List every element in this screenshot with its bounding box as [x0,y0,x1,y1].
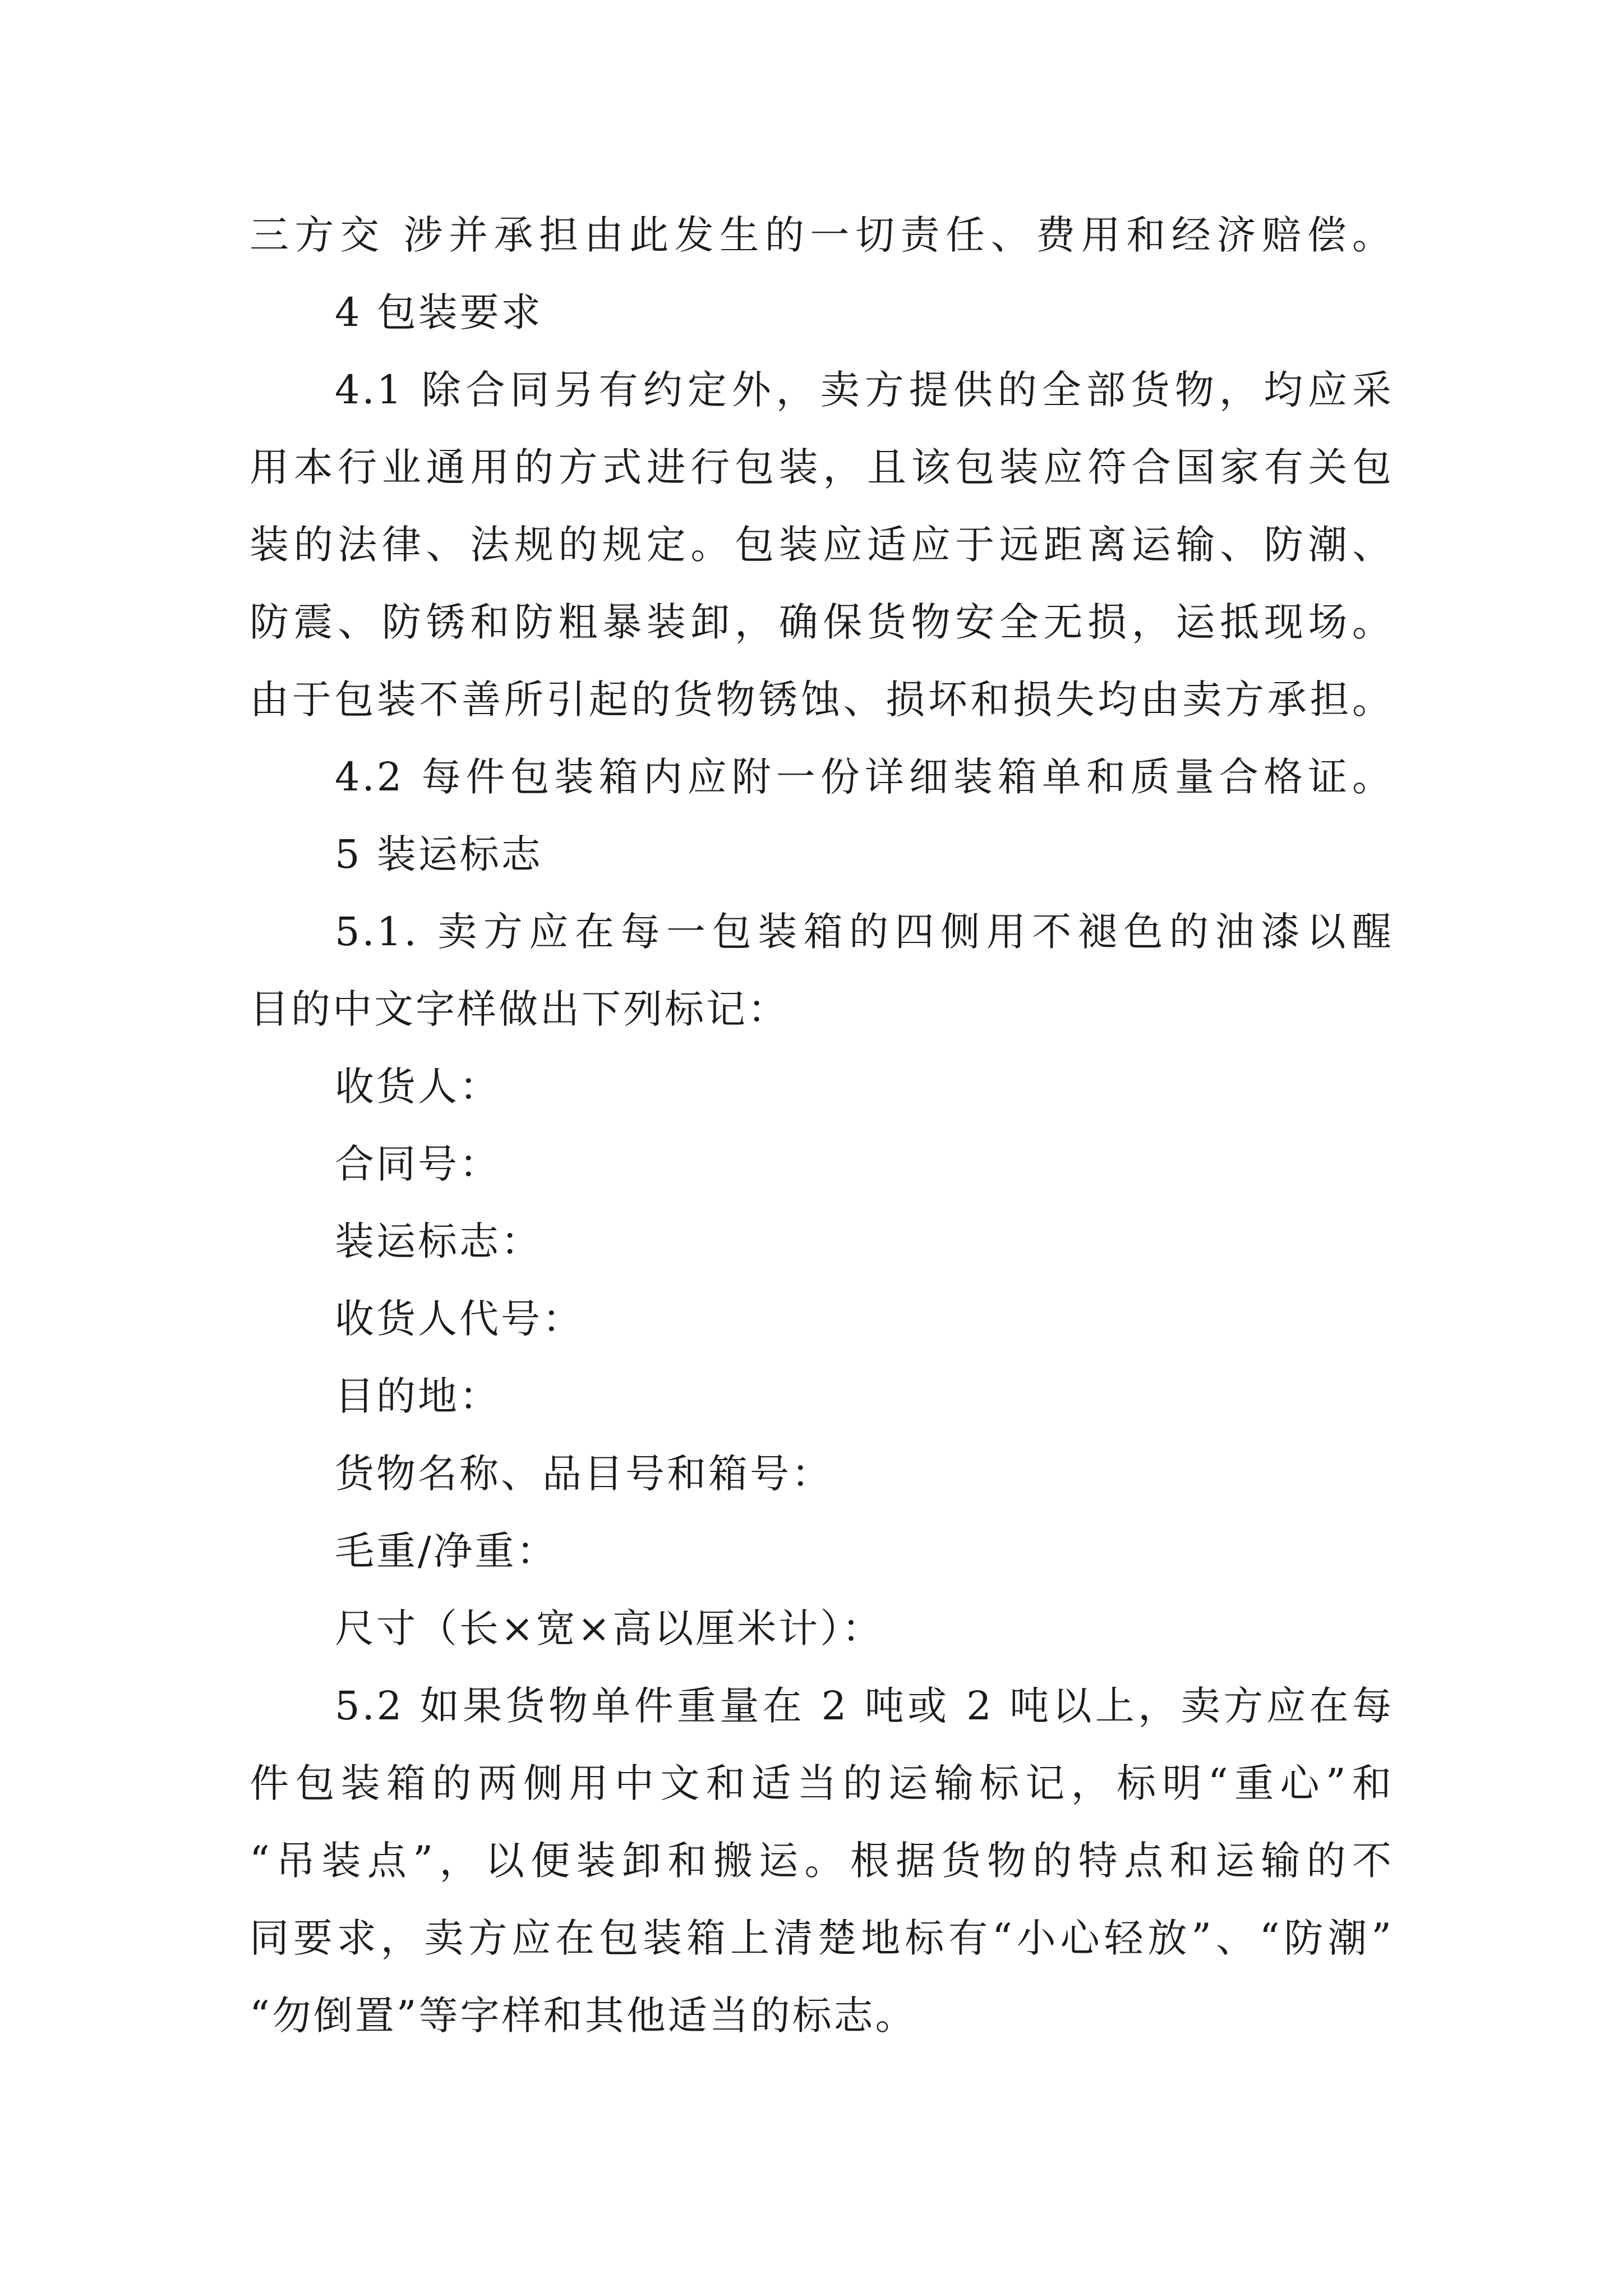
text-line: 防震、防锈和防粗暴装卸，确保货物安全无损，运抵现场。 [250,599,1394,645]
text-line: 装的法律、法规的规定。包装应适应于远距离运输、防潮、 [250,522,1394,568]
text-line: 4.1 除合同另有约定外，卖方提供的全部货物，均应采 [335,367,1394,413]
section-heading: 4 包装要求 [335,289,543,335]
text-line: 4.2 每件包装箱内应附一份详细装箱单和质量合格证。 [335,754,1394,800]
text-line: 同要求，卖方应在包装箱上清楚地标有“小心轻放”、“防潮” [250,1915,1394,1961]
marking-item: 合同号： [335,1141,501,1187]
text-line: 件包装箱的两侧用中文和适当的运输标记，标明“重心”和 [250,1760,1394,1806]
text-line: 5.2 如果货物单件重量在 2 吨或 2 吨以上，卖方应在每 [335,1683,1394,1729]
text-line: 5.1. 卖方应在每一包装箱的四侧用不褪色的油漆以醒 [335,909,1394,955]
marking-item: 收货人： [335,1064,501,1110]
marking-item: 尺寸（长×宽×高以厘米计）： [335,1605,884,1651]
section-heading: 5 装运标志 [335,831,543,877]
text-line: 三方交 涉并承担由此发生的一切责任、费用和经济赔偿。 [250,212,1394,258]
marking-item: 目的地： [335,1373,501,1419]
text-line: 目的中文字样做出下列标记： [250,986,789,1032]
marking-item: 收货人代号： [335,1296,584,1342]
marking-item: 毛重/净重： [335,1528,558,1574]
text-line: 由于包装不善所引起的货物锈蚀、损坏和损失均由卖方承担。 [250,677,1394,723]
marking-item: 装运标志： [335,1218,542,1264]
document-body [250,196,1394,2054]
text-line: “吊装点”，以便装卸和搬运。根据货物的特点和运输的不 [250,1838,1394,1884]
text-line: “勿倒置”等字样和其他适当的标志。 [250,1993,917,2039]
text-line: 用本行业通用的方式进行包装，且该包装应符合国家有关包 [250,444,1394,490]
marking-item: 货物名称、品目号和箱号： [335,1451,833,1497]
